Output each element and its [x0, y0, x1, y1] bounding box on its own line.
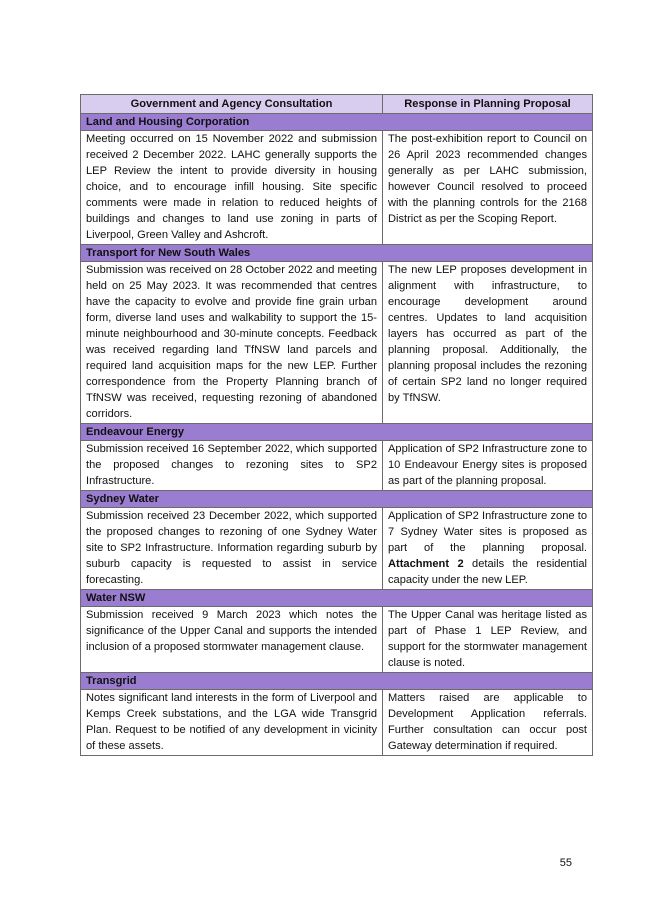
response-cell: Matters raised are applicable to Development Application referrals. Further consultation can occur post Gateway determination if required.	[383, 690, 593, 756]
section-title: Transgrid	[81, 673, 593, 690]
consultation-cell: Submission received 16 September 2022, which supported the proposed changes to rezoning sites to SP2 Infrastructure.	[81, 441, 383, 491]
section-row-tfnsw	[81, 245, 593, 262]
section-title: Land and Housing Corporation	[81, 114, 593, 131]
attachment-reference: Attachment 2	[388, 558, 464, 570]
section-row-transgrid	[81, 673, 593, 690]
table-row	[81, 262, 593, 424]
section-row-sydney-water	[81, 491, 593, 508]
section-title: Transport for New South Wales	[81, 245, 593, 262]
section-title: Water NSW	[81, 590, 593, 607]
consultation-cell: Submission received 9 March 2023 which notes the significance of the Upper Canal and supports the intended inclusion of a proposed stormwater management clause.	[81, 607, 383, 673]
response-cell: Application of SP2 Infrastructure zone to 10 Endeavour Energy sites is proposed as part of the planning proposal.	[383, 441, 593, 491]
consultation-cell: Submission received 23 December 2022, which supported the proposed changes to rezoning of one Sydney Water site to SP2 Infrastructure. Information regarding suburb by suburb capacity is requested to assist in service forecasting.	[81, 508, 383, 590]
section-row-water-nsw	[81, 590, 593, 607]
response-cell	[383, 508, 593, 590]
consultation-cell: Submission was received on 28 October 2022 and meeting held on 25 May 2023. It was recommended that centres have the capacity to evolve and provide fine grain urban form, diverse land uses and walkability to support the 15-minute neighbourhood and 30-minute concepts. Feedback was received regarding land TfNSW land parcels and required land acquisition maps for the new LEP. Further correspondence from the Property Planning branch of TfNSW was received, requesting rezoning of abandoned corridors.	[81, 262, 383, 424]
table-row	[81, 508, 593, 590]
consultation-table	[80, 94, 593, 756]
section-title: Endeavour Energy	[81, 424, 593, 441]
consultation-cell: Notes significant land interests in the form of Liverpool and Kemps Creek substations, and the LGA wide Transgrid Plan. Request to be notified of any development in vicinity of these assets.	[81, 690, 383, 756]
section-title: Sydney Water	[81, 491, 593, 508]
header-consultation: Government and Agency Consultation	[81, 95, 383, 114]
header-response: Response in Planning Proposal	[383, 95, 593, 114]
response-text: Application of SP2 Infrastructure zone to 7 Sydney Water sites is proposed as part of the planning proposal.	[388, 510, 587, 554]
response-cell: The new LEP proposes development in alignment with infrastructure, to encourage development around centres. Updates to land acquisition layers has occurred as part of the planning proposal. Additionally, the planning proposal includes the rezoning of certain SP2 land no longer required by TfNSW.	[383, 262, 593, 424]
table-row	[81, 607, 593, 673]
table-header-row	[81, 95, 593, 114]
table-row	[81, 131, 593, 245]
consultation-cell: Meeting occurred on 15 November 2022 and submission received 2 December 2022. LAHC generally supports the LEP Review the intent to provide diversity in housing choice, and to encourage infill housing. Site specific comments were made in relation to reduced heights of buildings and changes to land use zoning in parts of Liverpool, Green Valley and Ashcroft.	[81, 131, 383, 245]
response-cell: The Upper Canal was heritage listed as part of Phase 1 LEP Review, and support for the stormwater management clause is noted.	[383, 607, 593, 673]
response-text: details the residential capacity under the new LEP.	[388, 558, 587, 586]
section-row-lahc	[81, 114, 593, 131]
page-number: 55	[559, 857, 572, 869]
response-cell: The post-exhibition report to Council on 26 April 2023 recommended changes generally as per LAHC submission, however Council resolved to proceed with the planning controls for the 2168 District as per the Scoping Report.	[383, 131, 593, 245]
table-row	[81, 441, 593, 491]
table-row	[81, 690, 593, 756]
section-row-endeavour-energy	[81, 424, 593, 441]
